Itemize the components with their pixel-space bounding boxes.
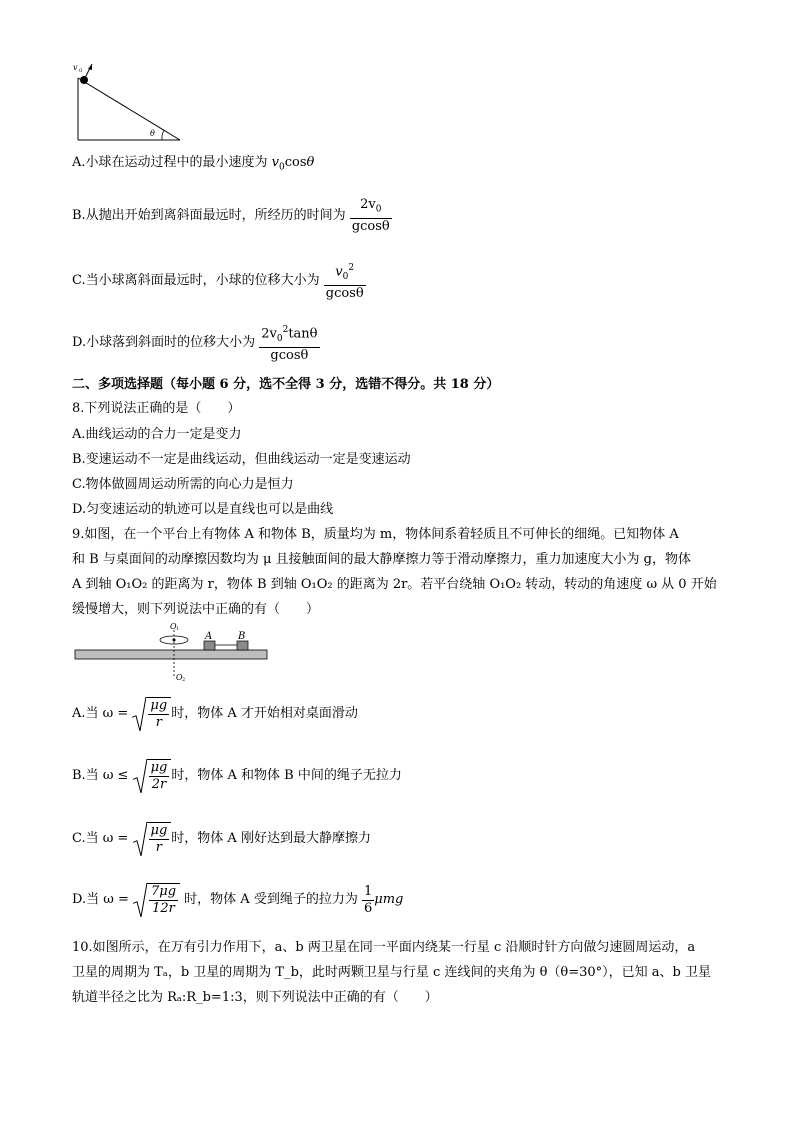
fraction: $\frac{v_0^2}{gcos\theta}$ bbox=[325, 263, 364, 301]
q8-option-d: D.匀变速运动的轨迹可以是直线也可以是曲线 bbox=[72, 502, 334, 517]
q10-stem-line3: 轨道半径之比为 Rₐ:R_b=1:3，则下列说法中正确的有（ ） bbox=[72, 990, 438, 1005]
q9-option-b: B.当 ω ≤ $\frac{\mu g}{2r}$ 时，物体 A 和物体 B 中间的绳子无拉力 bbox=[72, 760, 402, 792]
section-title: 二、多项选择题（每小题 6 分，选不全得 3 分，选错不得分。共 18 分） bbox=[72, 377, 500, 392]
fraction: $\frac{2v_0}{gcos\theta}$ bbox=[351, 197, 390, 234]
q9-option-c: C.当 ω = $\frac{\mu g}{r}$ 时，物体 A 刚好达到最大静摩擦力 bbox=[72, 823, 371, 855]
incline-figure bbox=[70, 60, 185, 142]
block-a bbox=[204, 641, 215, 650]
q8-option-b: B.变速运动不一定是曲线运动，但曲线运动一定是变速运动 bbox=[72, 452, 411, 467]
q9-option-a: A.当 ω = $\frac{\mu g}{r}$ 时，物体 A 才开始相对桌面滑动 bbox=[72, 698, 358, 730]
o2-label: O bbox=[176, 673, 183, 682]
q8-stem: 8.下列说法正确的是（ ） bbox=[72, 401, 241, 416]
sqrt: $\frac{\mu g}{2r}$ bbox=[133, 759, 172, 793]
v0-label: v bbox=[73, 63, 78, 72]
q9-stem-line2: 和 B 与桌面间的动摩擦因数均为 μ 且接触面间的最大静摩擦力等于滑动摩擦力，重力加速度大小为 g，物体 bbox=[72, 552, 691, 567]
a-label: A bbox=[205, 631, 213, 642]
option-text: A.小球在运动过程中的最小速度为 bbox=[72, 155, 272, 170]
q7-option-b: B.从抛出开始到离斜面最远时，所经历的时间为 $\frac{2v_0}{gcos\theta}$ bbox=[72, 197, 390, 234]
q10-stem-line2: 卫星的周期为 Tₐ，b 卫星的周期为 T_b，此时两颗卫星与行星 c 连线间的夹角为 θ（θ=30°），已知 a、b 卫星 bbox=[72, 965, 711, 980]
sqrt: $\frac{\mu g}{r}$ bbox=[132, 697, 171, 731]
sqrt: $\frac{\mu g}{r}$ bbox=[133, 822, 172, 856]
o1-label: O bbox=[170, 622, 177, 631]
svg-text:2: 2 bbox=[182, 677, 186, 682]
q9-option-d: D.当 ω = $\frac{7\mu g}{12r}$ 时，物体 A 受到绳子的拉力为 $\frac{1}{6}$ μmg bbox=[72, 883, 404, 916]
q9-stem-line1: 9.如图，在一个平台上有物体 A 和物体 B，质量均为 m，物体间系着轻质且不可伸长的细绳。已知物体 A bbox=[72, 527, 679, 542]
q8-option-a: A.曲线运动的合力一定是变力 bbox=[72, 427, 242, 442]
svg-text:1: 1 bbox=[176, 626, 180, 632]
svg-text:0: 0 bbox=[79, 68, 83, 74]
theta-label: θ bbox=[150, 129, 155, 138]
fraction: $\frac{2v_0^2\tan\theta}{gcos\theta}$ bbox=[261, 325, 318, 363]
fraction: $\frac{1}{6}$ bbox=[363, 883, 373, 916]
platform bbox=[75, 650, 267, 659]
sqrt: $\frac{7\mu g}{12r}$ bbox=[133, 883, 180, 917]
b-label: B bbox=[238, 631, 246, 642]
platform-figure bbox=[72, 620, 272, 682]
q9-stem-line3: A 到轴 O₁O₂ 的距离为 r，物体 B 到轴 O₁O₂ 的距离为 2r。若平台绕轴 O₁O₂ 转动，转动的角速度 ω 从 0 开始 bbox=[72, 577, 717, 592]
q7-option-a: A.小球在运动过程中的最小速度为 $v_0\cos\theta$ bbox=[72, 155, 315, 173]
block-b bbox=[237, 641, 248, 650]
q10-stem-line1: 10.如图所示，在万有引力作用下，a、b 两卫星在同一平面内绕某一行星 c 沿顺时针方向做匀速圆周运动，a bbox=[72, 940, 696, 955]
q7-option-c: C.当小球离斜面最远时，小球的位移大小为 $\frac{v_0^2}{gcos\theta}$ bbox=[72, 260, 366, 302]
q8-option-c: C.物体做圆周运动所需的向心力是恒力 bbox=[72, 477, 294, 492]
q7-option-d: D.小球落到斜面时的位移大小为 $\frac{2v_0^2\tan\theta}{gcos\theta}$ bbox=[72, 322, 320, 364]
q9-stem-line4: 缓慢增大，则下列说法中正确的有（ ） bbox=[72, 602, 320, 617]
